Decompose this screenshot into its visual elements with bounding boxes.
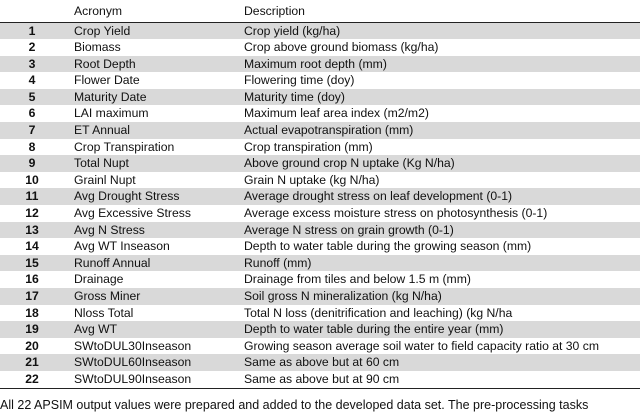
table-row (0, 122, 640, 139)
row-description: Grain N uptake (kg N/ha) (244, 172, 380, 187)
row-acronym: Biomass (74, 40, 121, 55)
row-number: 7 (0, 122, 64, 139)
header-description: Description (234, 0, 640, 22)
row-number: 15 (0, 255, 64, 272)
row-description: Actual evapotranspiration (mm) (234, 122, 640, 139)
row-acronym: Crop Yield (64, 22, 234, 39)
row-description: Above ground crop N uptake (Kg N/ha) (234, 155, 640, 172)
table-row (0, 39, 640, 56)
row-number: 4 (28, 73, 36, 88)
table-row (0, 305, 640, 322)
body-text-caption: All 22 APSIM output values were prepared and added to the developed data set. The pre-processing tasks (0, 398, 589, 412)
row-description: Runoff (mm) (234, 255, 640, 272)
table-row (0, 72, 640, 89)
table-row (0, 139, 640, 156)
row-description: Depth to water table during the growing season (mm) (244, 239, 532, 254)
row-acronym: Root Depth (64, 56, 234, 73)
row-acronym: Maturity Date (64, 89, 234, 106)
row-description: Crop yield (kg/ha) (234, 22, 640, 39)
row-number: 8 (28, 139, 36, 154)
row-acronym: Avg Drought Stress (64, 188, 234, 205)
row-description: Average N stress on grain growth (0-1) (234, 222, 640, 239)
row-acronym: Total Nupt (64, 155, 234, 172)
row-acronym: Avg WT (64, 321, 234, 338)
row-acronym: Avg Excessive Stress (74, 206, 191, 221)
row-description: Same as above but at 90 cm (234, 371, 640, 388)
row-number: 1 (0, 22, 64, 39)
table-row (0, 155, 640, 172)
row-acronym: SWtoDUL60Inseason (64, 354, 234, 371)
row-description: Drainage from tiles and below 1.5 m (mm) (244, 272, 471, 287)
row-number: 11 (0, 188, 64, 205)
row-acronym: Runoff Annual (64, 255, 234, 272)
row-number: 22 (0, 371, 64, 388)
row-description: Growing season average soil water to field capacity ratio at 30 cm (244, 338, 599, 353)
table-row (0, 205, 640, 222)
row-description: Maximum leaf area index (m2/m2) (244, 106, 429, 121)
row-number: 19 (0, 321, 64, 338)
table-row (0, 22, 640, 39)
row-acronym: ET Annual (64, 122, 234, 139)
table-body (0, 22, 640, 388)
row-acronym: Gross Miner (64, 288, 234, 305)
table-row (0, 255, 640, 272)
table-row (0, 238, 640, 255)
row-number: 3 (0, 56, 64, 73)
row-acronym: SWtoDUL30Inseason (74, 338, 192, 353)
table-row (0, 172, 640, 189)
table-row (0, 321, 640, 338)
row-number: 14 (25, 239, 39, 254)
row-acronym: Avg N Stress (64, 222, 234, 239)
table-row (0, 105, 640, 122)
row-description: Crop transpiration (mm) (244, 139, 373, 154)
table-row (0, 222, 640, 239)
row-acronym: LAI maximum (74, 106, 149, 121)
row-number: 2 (28, 40, 36, 55)
row-acronym: Grainl Nupt (74, 172, 136, 187)
row-description: Crop above ground biomass (kg/ha) (244, 40, 439, 55)
table-row (0, 89, 640, 106)
table-row (0, 271, 640, 288)
row-number: 21 (0, 354, 64, 371)
row-number: 17 (0, 288, 64, 305)
row-description: Average drought stress on leaf development (0-1) (234, 188, 640, 205)
table-row (0, 354, 640, 371)
row-number: 20 (25, 338, 39, 353)
row-acronym: Crop Transpiration (74, 139, 175, 154)
row-number: 6 (28, 106, 36, 121)
row-number: 13 (0, 222, 64, 239)
row-number: 18 (25, 305, 39, 320)
row-description: Soil gross N mineralization (kg N/ha) (234, 288, 640, 305)
table-row (0, 288, 640, 305)
row-acronym: Nloss Total (74, 305, 134, 320)
table-row (0, 188, 640, 205)
row-description: Total N loss (denitrification and leaching) (kg N/ha (244, 305, 513, 320)
header-acronym: Acronym (64, 0, 234, 22)
row-description: Maturity time (doy) (234, 89, 640, 106)
row-number: 9 (0, 155, 64, 172)
row-description: Same as above but at 60 cm (234, 354, 640, 371)
row-acronym: Drainage (74, 272, 124, 287)
row-acronym: SWtoDUL90Inseason (64, 371, 234, 388)
row-description: Average excess moisture stress on photosynthesis (0-1) (244, 206, 548, 221)
row-number: 16 (25, 272, 39, 287)
row-acronym: Flower Date (74, 73, 140, 88)
table-row (0, 338, 640, 355)
table-row (0, 56, 640, 73)
table-header-row (0, 0, 640, 22)
row-description: Depth to water table during the entire year (mm) (234, 321, 640, 338)
row-number: 5 (0, 89, 64, 106)
header-number (0, 0, 64, 22)
row-number: 10 (25, 172, 39, 187)
row-acronym: Avg WT Inseason (74, 239, 170, 254)
table-row (0, 371, 640, 388)
row-number: 12 (25, 206, 39, 221)
row-description: Maximum root depth (mm) (234, 56, 640, 73)
row-description: Flowering time (doy) (244, 73, 355, 88)
